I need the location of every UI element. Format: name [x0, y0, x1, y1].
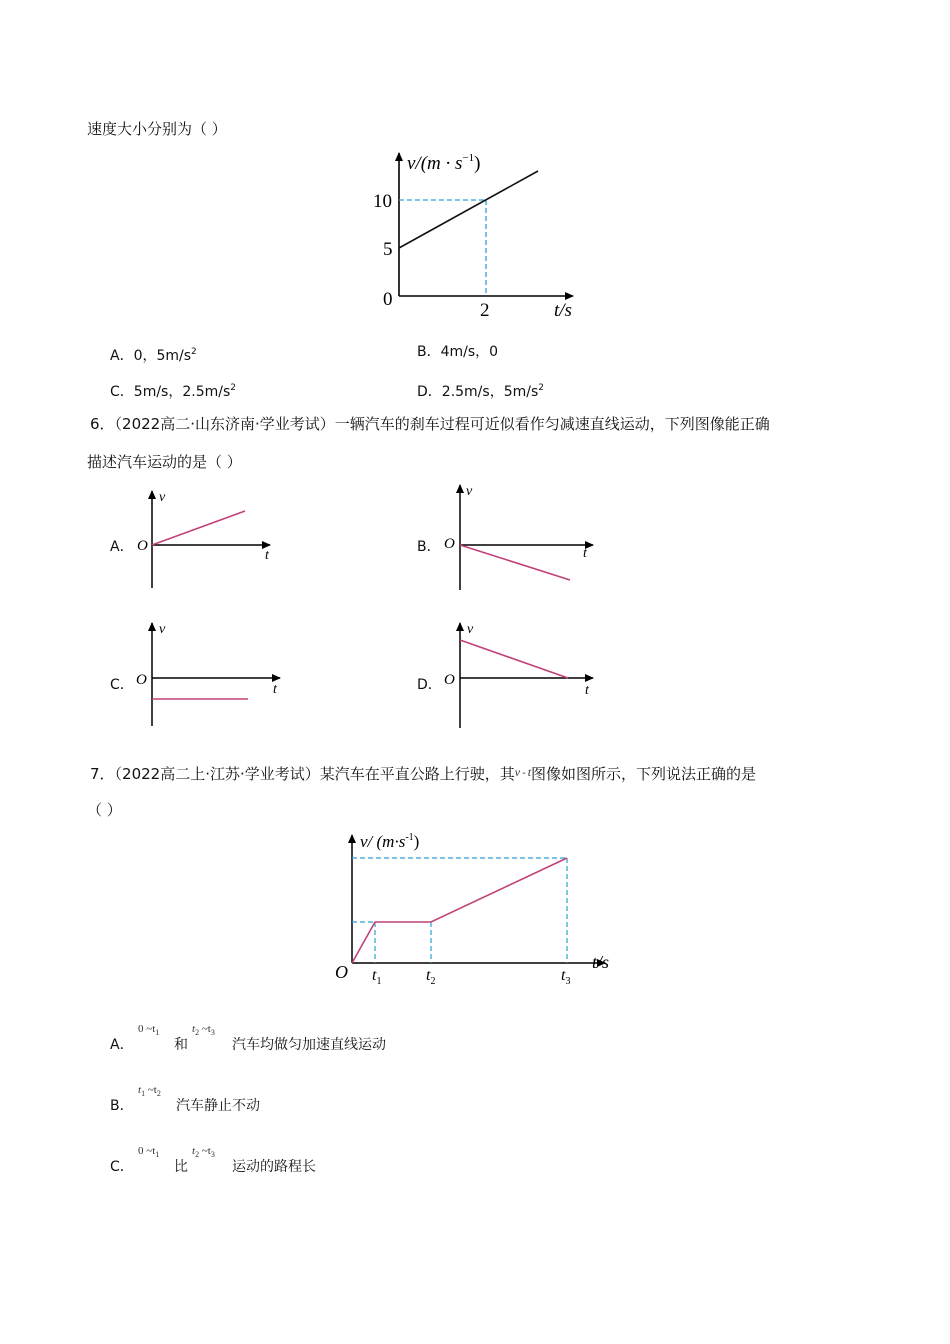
q7-stem-paren: （ ）	[87, 801, 122, 819]
q7-velocity-line	[352, 858, 567, 963]
svg-text:t: t	[583, 546, 587, 561]
svg-text:t3: $t_3$	[561, 967, 571, 987]
q5-tick-5: 5	[383, 239, 393, 260]
svg-text:t: t	[265, 548, 269, 563]
svg-text:v: v	[159, 622, 166, 637]
q5-y-label: $v/(m \cdot s^{-1})$	[407, 152, 481, 174]
q5-stem-tail: 速度大小分别为（ ）	[87, 120, 227, 138]
svg-text:v: v	[467, 622, 474, 637]
q7-vt-graph	[330, 825, 630, 990]
q6-d-line	[460, 640, 568, 678]
q5-vt-graph	[355, 145, 595, 325]
q6-option-d-label[interactable]: D．	[417, 677, 442, 693]
q7-y-label: v/ $(m\cdot s^{-1})$	[360, 832, 420, 851]
q6-stem-line1: 6．（2022高二·山东济南·学业考试）一辆汽车的刹车过程可近似看作匀减速直线运动，下列图像能正确	[90, 415, 770, 433]
q6-graph-d[interactable]	[438, 618, 598, 730]
svg-text:t: t	[273, 682, 277, 697]
q5-x-label: t/s	[554, 300, 572, 321]
q5-option-d[interactable]: D．2.5m/s，$5m/s^2$	[417, 383, 544, 400]
svg-text:t2: $t_2$	[426, 967, 436, 987]
q6-option-a-label[interactable]: A．	[110, 539, 134, 555]
q5-tick-2: 2	[480, 300, 490, 321]
q6-b-line	[460, 545, 570, 580]
svg-text:O: O	[335, 962, 348, 982]
svg-text:v: v	[159, 490, 166, 505]
q6-graph-b[interactable]	[438, 480, 598, 592]
q5-velocity-line	[399, 171, 538, 248]
svg-text:v: v	[466, 484, 473, 499]
svg-text:O: O	[444, 672, 455, 688]
q6-graph-a[interactable]	[130, 483, 280, 593]
q6-graph-c[interactable]	[130, 618, 290, 728]
q6-a-line	[152, 511, 245, 545]
q6-option-c-label[interactable]: C．	[110, 677, 134, 693]
svg-text:O: O	[137, 538, 148, 554]
q5-origin: 0	[383, 289, 393, 310]
q6-option-b-label[interactable]: B．	[417, 539, 441, 555]
q5-option-a[interactable]: A．0，$5m/s^2$	[110, 347, 197, 364]
svg-text:t/s: t/s	[592, 952, 610, 972]
q5-option-b[interactable]: B．4m/s，0	[417, 344, 499, 360]
q7-stem-line1: 7．（2022高二上·江苏·学业考试）某汽车在平直公路上行驶，其$^v$ - $^t$图像如图所示，下列说法正确的是	[90, 765, 757, 783]
svg-text:t1: $t_1$	[372, 967, 382, 987]
svg-text:O: O	[444, 536, 455, 552]
q6-stem-line2: 描述汽车运动的是（ ）	[87, 453, 242, 471]
q5-option-c[interactable]: C．5m/s，$2.5m/s^2$	[110, 383, 236, 400]
svg-text:O: O	[136, 672, 147, 688]
svg-text:t: t	[585, 683, 589, 698]
q5-tick-10: 10	[373, 191, 392, 212]
